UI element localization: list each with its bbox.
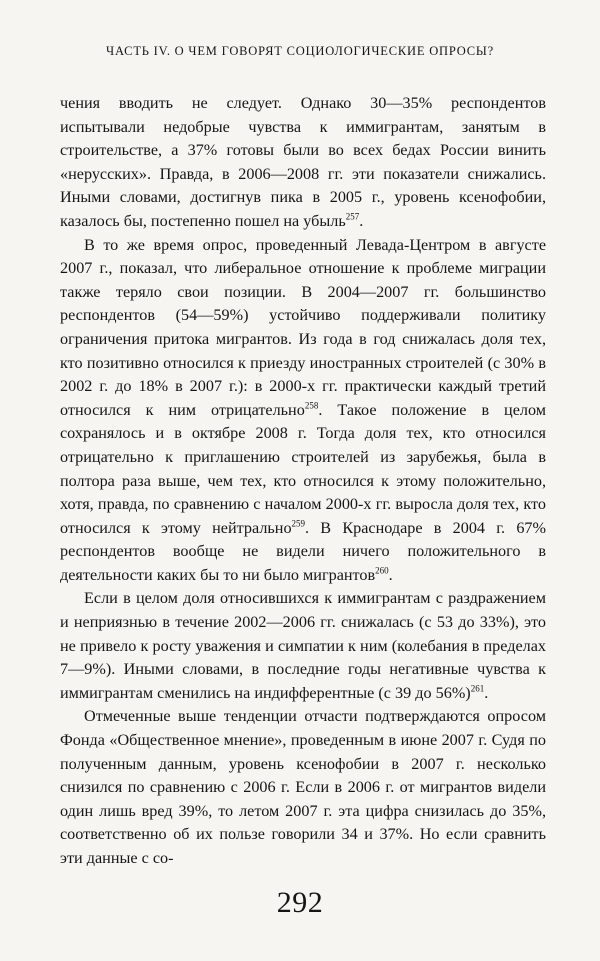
paragraph-2-text-c: . В Краснодаре в 2004 г. 67% респондентов вообще не видели ничего положительного в деятельности каких бы то ни было мигрантов xyxy=(60,518,546,584)
body-text xyxy=(60,92,546,871)
paragraph-1-end: . xyxy=(359,211,364,230)
paragraph-2 xyxy=(60,234,546,588)
paragraph-4 xyxy=(60,705,546,870)
footnote-ref-261[interactable]: 261 xyxy=(470,683,485,694)
paragraph-3 xyxy=(60,587,546,705)
footnote-ref-258[interactable]: 258 xyxy=(304,400,319,411)
paragraph-3-end: . xyxy=(484,683,489,702)
page-number: 292 xyxy=(276,886,324,919)
footnote-ref-259[interactable]: 259 xyxy=(291,518,306,529)
paragraph-4-text: Отмеченные выше тенденции отчасти подтверждаются опросом Фонда «Общественное мнение», проведенным в июне 2007 г. Судя по полученным данным, уровень ксенофобии в 2007 г. несколько снизился по сравнению с 2006 г. Если в 2006 г. от мигрантов видели один лишь вред 39%, то летом 2007 г. эта цифра снизилась до 35%, соответственно об их пользе говорили 34 и 37%. Но если сравнить эти данные с со- xyxy=(60,707,546,867)
running-header: ЧАСТЬ IV. О ЧЕМ ГОВОРЯТ СОЦИОЛОГИЧЕСКИЕ ОПРОСЫ? xyxy=(106,44,494,58)
paragraph-1-text: чения вводить не следует. Однако 30—35% респондентов испытывали недобрые чувства к иммигрантам, занятым в строительстве, а 37% готовы были во всех бедах России винить «нерусских». Правда, в 2006—2008 гг. эти показатели снижались. Иными словами, достигнув пика в 2005 г., уровень ксенофобии, казалось бы, постепенно пошел на убыль xyxy=(60,94,546,230)
paragraph-2-end: . xyxy=(388,565,393,584)
paragraph-2-text-b: . Такое положение в целом сохранялось и в октябре 2008 г. Тогда доля тех, кто относился отрицательно к приглашению строителей из зарубежья, была в полтора раза выше, чем тех, кто относился к этому положительно, хотя, правда, по сравнению с началом 2000-х гг. выросла доля тех, кто относился к этому нейтрально xyxy=(60,400,547,537)
footnote-ref-260[interactable]: 260 xyxy=(375,565,389,576)
footnote-ref-257[interactable]: 257 xyxy=(345,211,360,222)
paragraph-3-text: Если в целом доля относившихся к иммигрантам с раздражением и неприязнью в течение 2002—2006 гг. снижалась (с 53 до 33%), это не привело к росту уважения и симпатии к ним (колебания в пределах 7—9%). Иными словами, в последние годы негативные чувства к иммигрантам сменились на индифферентные (с 39 до 56%) xyxy=(60,589,546,702)
paragraph-1 xyxy=(60,92,546,234)
paragraph-2-text-a: В то же время опрос, проведенный Левада-Центром в августе 2007 г., показал, что либеральное отношение к проблеме миграции также теряло свои позиции. В 2004—2007 гг. большинство респондентов (54—59%) устойчиво поддерживали политику ограничения притока мигрантов. Из года в год снижалась доля тех, кто позитивно относился к приезду иностранных строителей (с 30% в 2002 г. до 18% в 2007 г.): в 2000-х гг. практически каждый третий относился к ним отрицательно xyxy=(60,235,546,419)
